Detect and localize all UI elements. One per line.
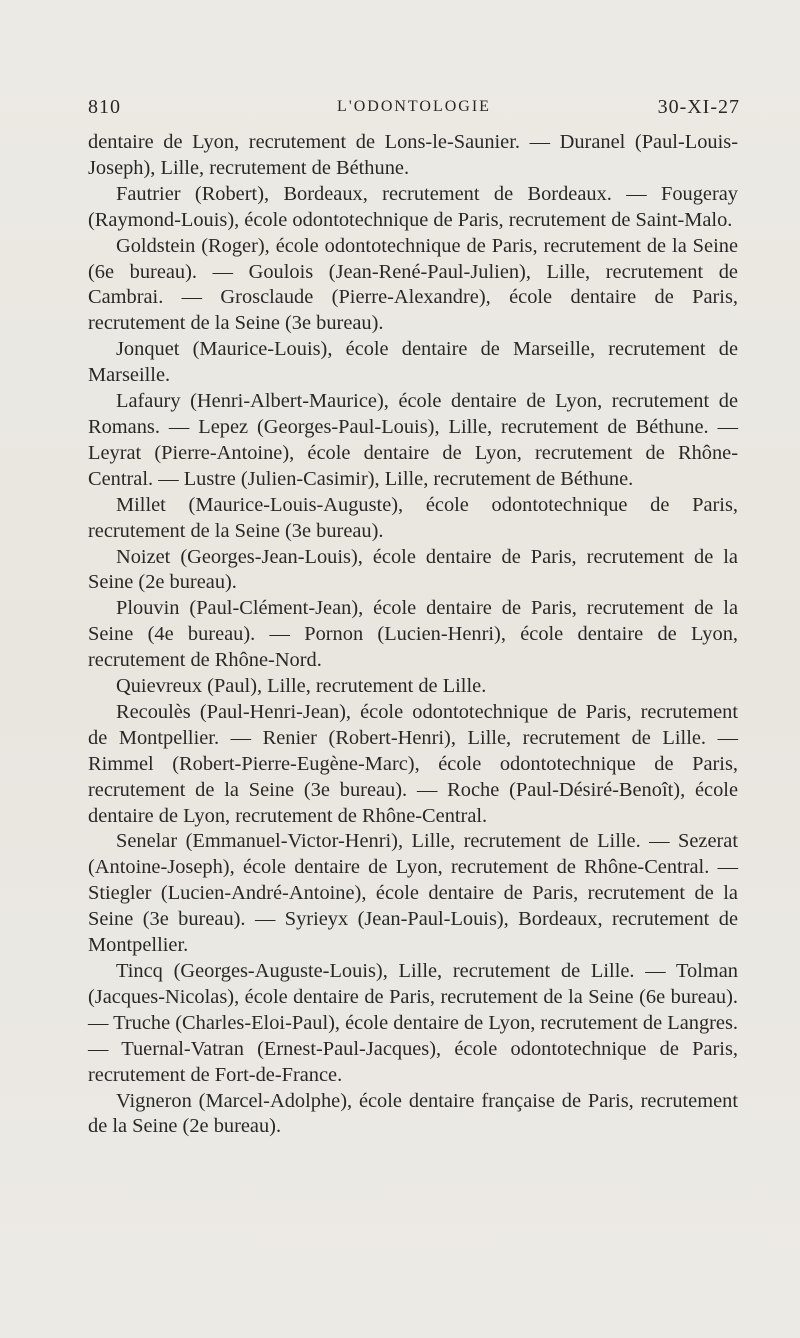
paragraph: Recoulès (Paul-Henri-Jean), école odontotechnique de Paris, recrutement de Montpellier. — Renier (Robert-Henri), Lille, recrutement de Lille. — Rimmel (Robert-Pierre-Eugène-Marc), école odontotechnique de Paris, recrutement de la Seine (3e bureau). — Roche (Paul-Désiré-Benoît), école dentaire de Lyon, recrutement de Rhône-Central. — [88, 700, 738, 827]
paragraph: Goldstein (Roger), école odontotechnique de Paris, recrutement de la Seine (6e bureau). — Goulois (Jean-René-Paul-Julien), Lille, recrutement de Cambrai. — Grosclaude (Pierre-Alexandre), école dentaire de Paris, recrutement de la Seine (3e bureau). — [88, 234, 738, 335]
paragraph: Senelar (Emmanuel-Victor-Henri), Lille, recrutement de Lille. — Sezerat (Antoine-Joseph), école dentaire de Lyon, recrutement de Rhône-Central. — Stiegler (Lucien-André-Antoine), école dentaire de Paris, recrutement de la Seine (3e bureau). — Syrieyx (Jean-Paul-Louis), Bordeaux, recrutement de Montpellier. — [88, 830, 738, 957]
paragraph: Quievreux (Paul), Lille, recrutement de Lille. — [116, 675, 487, 698]
paragraph: Tincq (Georges-Auguste-Louis), Lille, recrutement de Lille. — Tolman (Jacques-Nicolas), école dentaire de Paris, recrutement de la Seine (6e bureau). — Truche (Charles-Eloi-Paul), école dentaire de Lyon, recrutement de Langres. — Tuernal-Vatran (Ernest-Paul-Jacques), école odontotechnique de Paris, recrutement de Fort-de-France. — [88, 960, 739, 1086]
paragraph: Plouvin (Paul-Clément-Jean), école dentaire de Paris, recrutement de la Seine (4e bureau). — Pornon (Lucien-Henri), école dentaire de Lyon, recrutement de Rhône-Nord. — [88, 597, 738, 672]
article-body — [88, 130, 738, 1140]
paragraph: Noizet (Georges-Jean-Louis), école dentaire de Paris, recrutement de la Seine (2e bureau). — [88, 545, 738, 594]
paragraph: Lafaury (Henri-Albert-Maurice), école dentaire de Lyon, recrutement de Romans. — Lepez (Georges-Paul-Louis), Lille, recrutement de Béthune. — Leyrat (Pierre-Antoine), école dentaire de Lyon, recrutement de Rhône-Central. — Lustre (Julien-Casimir), Lille, recrutement de Béthune. — [88, 390, 738, 490]
paragraph: Jonquet (Maurice-Louis), école dentaire de Marseille, recrutement de Marseille. — [88, 338, 738, 387]
journal-title: L'ODONTOLOGIE — [337, 98, 491, 115]
issue-date: 30-XI-27 — [657, 96, 740, 118]
paragraph: dentaire de Lyon, recrutement de Lons-le-Saunier. — Duranel (Paul-Louis-Joseph), Lille, recrutement de Béthune. — [88, 131, 738, 179]
paragraph: Vigneron (Marcel-Adolphe), école dentaire française de Paris, recrutement de la Seine (2e bureau). — [88, 1089, 738, 1138]
paragraph: Fautrier (Robert), Bordeaux, recrutement de Bordeaux. — Fougeray (Raymond-Louis), école odontotechnique de Paris, recrutement de Saint-Malo. — [88, 182, 738, 231]
running-header — [88, 96, 740, 126]
page-number: 810 — [88, 96, 121, 118]
paragraph: Millet (Maurice-Louis-Auguste), école odontotechnique de Paris, recrutement de la Seine (3e bureau). — [88, 493, 738, 542]
